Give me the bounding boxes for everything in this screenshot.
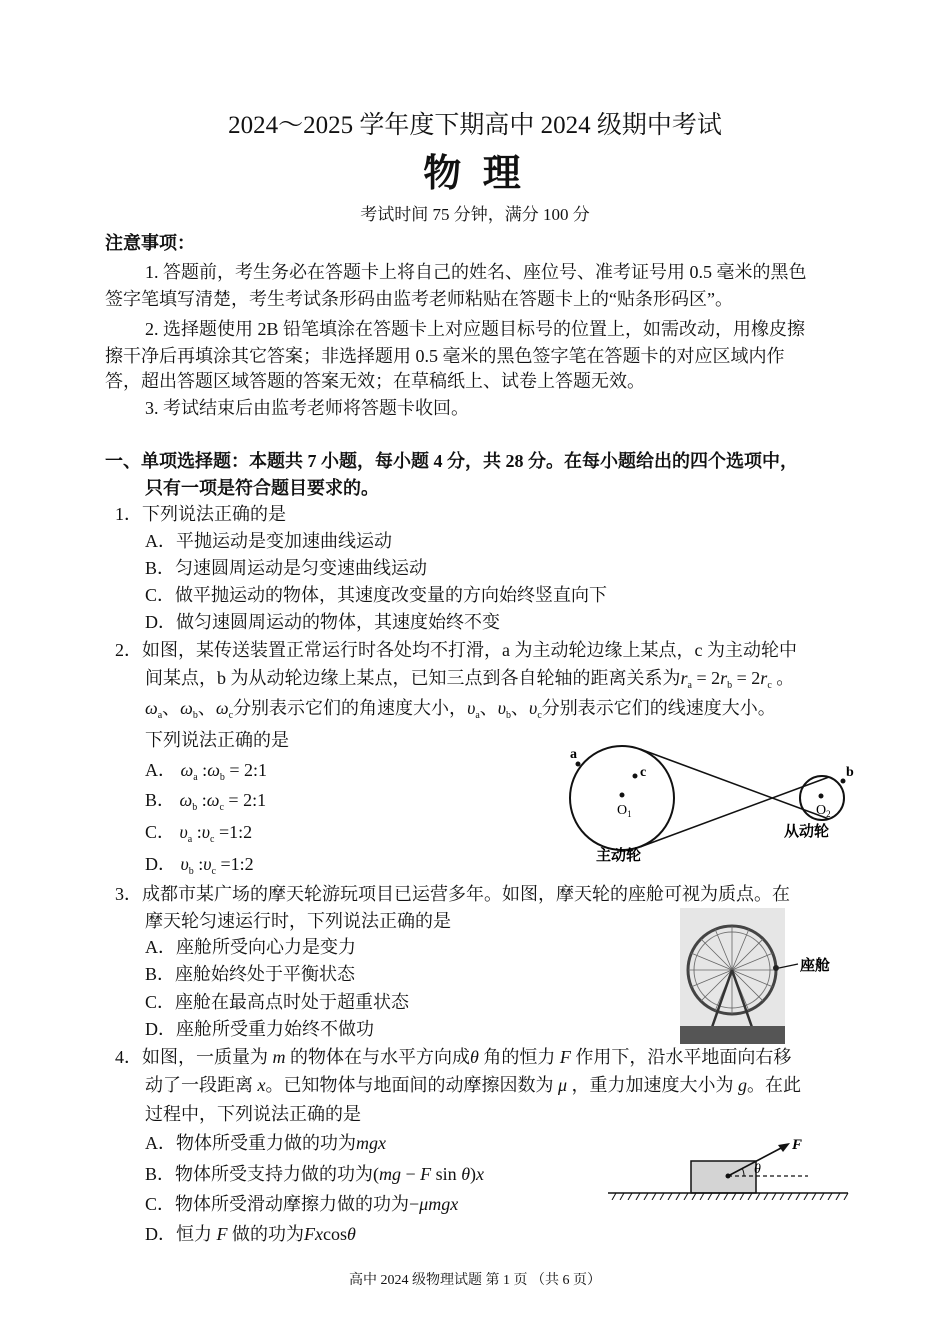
- option-b: B．物体所受支持力做的功为(mg − F sin θ)x: [145, 1164, 485, 1184]
- stem-text: 作用下，沿水平地面向右移: [575, 1047, 792, 1067]
- question-3: [115, 883, 790, 905]
- ratio: =1:2: [218, 822, 253, 842]
- option-c: C． $\upsilon_a$ $:\upsilon_c$ =1:2: [145, 822, 253, 845]
- subject-title: 物 理: [423, 153, 527, 195]
- section-heading: 只有一项是符合题目要求的。: [145, 478, 379, 498]
- question-stem: 间某点，b 为从动轮边缘上某点，已知三点到各自轮轴的距离关系为$r_a = 2r_b = 2r_c$ 。: [145, 668, 795, 691]
- question-stem: 下列说法正确的是: [145, 730, 289, 750]
- option-d: D．座舱所受重力始终不做功: [145, 1019, 374, 1039]
- option-a: A．座舱所受向心力是变力: [145, 937, 356, 957]
- block-force-figure: [608, 1135, 853, 1200]
- question-stem: 下列说法正确的是: [142, 504, 286, 524]
- label-a: a: [570, 747, 577, 762]
- label-b: b: [846, 765, 854, 780]
- label-o1: $O_1$: [617, 803, 632, 819]
- option-text: C．物体所受滑动摩擦力做的功为: [145, 1194, 410, 1214]
- question-number: 4．: [115, 1047, 142, 1067]
- question-4: 4．如图，一质量为 m 的物体在与水平方向成θ 角的恒力 F 作用下，沿水平地面向右移: [115, 1047, 792, 1067]
- point-b: [841, 779, 846, 784]
- stem-text: 。在此: [747, 1075, 802, 1095]
- notice-line: 答，超出答题区域答题的答案无效；在草稿纸上、试卷上答题无效。: [105, 371, 645, 391]
- question-stem: 摩天轮匀速运行时，下列说法正确的是: [145, 911, 451, 931]
- driver-wheel: [570, 746, 674, 850]
- option-b: B． $\omega_b$ $:\omega_c$ = 2:1: [145, 790, 267, 813]
- option-text: 做的功为: [232, 1224, 304, 1244]
- notice-line: 3. 考试结束后由监考老师将答题卡收回。: [145, 398, 469, 418]
- page-footer: 高中 2024 级物理试题 第 1 页 （共 6 页）: [349, 1273, 601, 1288]
- option-text: B．物体所受支持力做的功为: [145, 1164, 374, 1184]
- stem-text: 角的恒力: [483, 1047, 556, 1067]
- label-cabin: 座舱: [800, 958, 831, 974]
- ratio: = 2:1: [228, 790, 267, 810]
- notice-line: 1. 答题前，考生务必在答题卡上将自己的姓名、座位号、准考证号用 0.5 毫米的黑色: [145, 262, 807, 282]
- option-label: A．: [145, 760, 176, 780]
- stem-text: 如图，一质量为: [142, 1047, 268, 1067]
- center-o2: [819, 794, 824, 799]
- label-driven-wheel: 从动轮: [784, 824, 830, 840]
- stem-text: 的物体在与水平方向成: [290, 1047, 470, 1067]
- time-info: 考试时间 75 分钟，满分 100 分: [360, 205, 590, 224]
- option-b: B．座舱始终处于平衡状态: [145, 964, 356, 984]
- question-stem: 过程中，下列说法正确的是: [145, 1104, 361, 1124]
- notice-line: 签字笔填写清楚，考生考试条形码由监考老师粘贴在答题卡上的“贴条形码区”。: [105, 289, 733, 309]
- question-2: [115, 639, 797, 661]
- option-label: B．: [145, 790, 176, 810]
- ratio: =1:2: [220, 854, 254, 874]
- section-heading: 一、单项选择题：本题共 7 小题，每小题 4 分，共 28 分。在每小题给出的四个选项中，: [105, 451, 798, 471]
- notice-heading: 注意事项：: [105, 233, 195, 253]
- question-number: 1．: [115, 504, 142, 524]
- ratio: = 2:1: [229, 760, 268, 780]
- label-c: c: [640, 765, 647, 780]
- stem-text: 分别表示它们的角速度大小，: [233, 698, 468, 718]
- question-number: 2．: [115, 640, 142, 660]
- option-c: C．物体所受滑动摩擦力做的功为−μmgx: [145, 1194, 459, 1214]
- option-c: C．做平抛运动的物体，其速度改变量的方向始终竖直向下: [145, 585, 608, 605]
- stem-text: 间某点，b 为从动轮边缘上某点，已知三点到各自轮轴的距离关系为: [145, 668, 681, 688]
- option-d: D．做匀速圆周运动的物体，其速度始终不变: [145, 612, 500, 632]
- option-d: D． $\upsilon_b$ $:\upsilon_c$ =1:2: [145, 854, 254, 877]
- option-d: D．恒力 F 做的功为Fxcosθ: [145, 1224, 356, 1244]
- option-label: D．: [145, 854, 176, 874]
- label-o2: $O_2$: [816, 803, 831, 819]
- stem-text: 动了一段距离: [145, 1075, 253, 1095]
- question-stem: 动了一段距离 x。已知物体与地面间的动摩擦因数为 μ ，重力加速度大小为 g。在此: [145, 1075, 802, 1095]
- cabin-marker: [773, 965, 779, 971]
- option-a: A．平抛运动是变加速曲线运动: [145, 531, 392, 551]
- question-number: 3．: [115, 884, 142, 904]
- option-b: B．匀速圆周运动是匀变速曲线运动: [145, 558, 428, 578]
- option-a: A．物体所受重力做的功为mgx: [145, 1133, 386, 1153]
- notice-line: 擦干净后再填涂其它答案；非选择题用 0.5 毫米的黑色签字笔在答题卡的对应区域内作: [105, 346, 785, 366]
- center-o1: [620, 793, 625, 798]
- option-text: A．物体所受重力做的功为: [145, 1133, 356, 1153]
- belt-line: [640, 749, 829, 819]
- label-force: F: [792, 1137, 803, 1153]
- option-text: D．恒力: [145, 1224, 212, 1244]
- question-stem: 如图，某传送装置正常运行时各处均不打滑，a 为主动轮边缘上某点，c 为主动轮中: [142, 640, 797, 660]
- question-stem: $\omega_a$、$\omega_b$、$\omega_c$分别表示它们的角速度大小，$\upsilon_a$、$\upsilon_b$、$\upsilon_c$分别表示它们的线速度大小。: [145, 698, 776, 721]
- stem-text: 分别表示它们的线速度大小。: [541, 698, 776, 718]
- label-angle: θ: [754, 1162, 761, 1177]
- question-stem: 成都市某广场的摩天轮游玩项目已运营多年。如图，摩天轮的座舱可视为质点。在: [142, 884, 790, 904]
- point-c: [633, 774, 638, 779]
- point-a: [576, 762, 581, 767]
- option-label: C．: [145, 822, 176, 842]
- label-driver-wheel: 主动轮: [596, 848, 642, 864]
- belt-pulley-figure: [560, 738, 860, 868]
- exam-title: 2024～2025 学年度下期高中 2024 级期中考试: [228, 112, 722, 139]
- option-c: C．座舱在最高点时处于超重状态: [145, 992, 410, 1012]
- stem-text: ，重力加速度大小为: [571, 1075, 734, 1095]
- ferris-wheel-photo: [680, 908, 845, 1044]
- notice-line: 2. 选择题使用 2B 铅笔填涂在答题卡上对应题目标号的位置上，如需改动，用橡皮擦: [145, 319, 806, 339]
- question-1: [115, 503, 286, 525]
- option-a: A． $\omega_a$ $:\omega_b$ = 2:1: [145, 760, 268, 783]
- stem-text: 。已知物体与地面间的动摩擦因数为: [265, 1075, 554, 1095]
